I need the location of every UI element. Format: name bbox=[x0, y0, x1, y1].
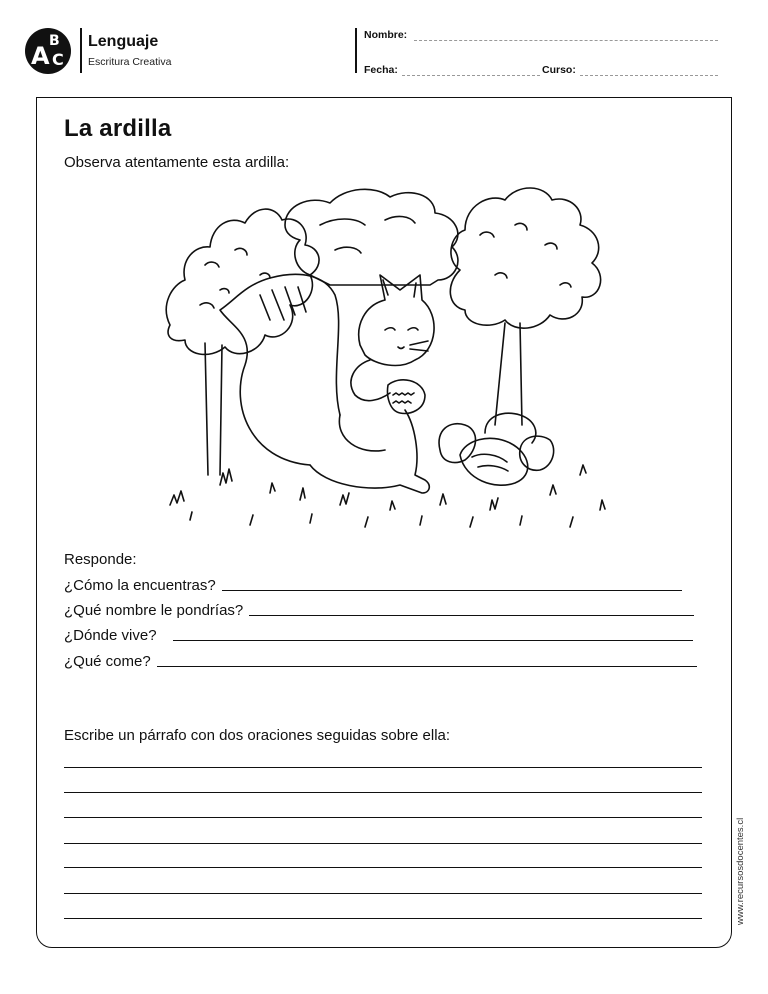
writing-line[interactable] bbox=[64, 918, 702, 919]
date-label: Fecha: bbox=[364, 64, 398, 76]
form-divider bbox=[355, 28, 357, 73]
worksheet-title: La ardilla bbox=[64, 115, 172, 142]
answer-line[interactable] bbox=[173, 640, 693, 641]
writing-line[interactable] bbox=[64, 792, 702, 793]
observe-instruction: Observa atentamente esta ardilla: bbox=[64, 154, 290, 171]
logo-letter-a: A bbox=[31, 42, 50, 70]
answer-line[interactable] bbox=[157, 666, 697, 667]
questions-heading: Responde: bbox=[64, 551, 137, 568]
question-label: ¿Qué come? bbox=[64, 653, 151, 670]
header-divider bbox=[80, 28, 82, 73]
question-row bbox=[64, 650, 697, 670]
paragraph-instruction: Escribe un párrafo con dos oraciones seguidas sobre ella: bbox=[64, 727, 451, 744]
writing-line[interactable] bbox=[64, 843, 702, 844]
writing-line[interactable] bbox=[64, 867, 702, 868]
subject-title: Lenguaje bbox=[88, 33, 159, 50]
logo-letter-c: C bbox=[52, 50, 64, 69]
abc-logo-icon bbox=[25, 28, 71, 74]
answer-line[interactable] bbox=[249, 615, 694, 616]
name-field[interactable] bbox=[414, 40, 718, 41]
question-label: ¿Qué nombre le pondrías? bbox=[64, 602, 244, 619]
subject-subtitle: Escritura Creativa bbox=[88, 56, 172, 68]
question-label: ¿Dónde vive? bbox=[64, 627, 157, 644]
writing-line[interactable] bbox=[64, 767, 702, 768]
date-field[interactable] bbox=[402, 75, 540, 76]
question-row bbox=[64, 574, 682, 594]
website-watermark: www.recursosdocentes.cl bbox=[735, 817, 746, 925]
logo-letter-b: B bbox=[49, 33, 60, 49]
answer-line[interactable] bbox=[222, 590, 682, 591]
question-row bbox=[64, 624, 693, 644]
course-field[interactable] bbox=[580, 75, 718, 76]
course-label: Curso: bbox=[542, 64, 576, 76]
writing-line[interactable] bbox=[64, 893, 702, 894]
name-label: Nombre: bbox=[364, 29, 408, 41]
question-row bbox=[64, 599, 694, 619]
squirrel-illustration bbox=[160, 175, 620, 535]
question-label: ¿Cómo la encuentras? bbox=[64, 577, 216, 594]
writing-line[interactable] bbox=[64, 817, 702, 818]
